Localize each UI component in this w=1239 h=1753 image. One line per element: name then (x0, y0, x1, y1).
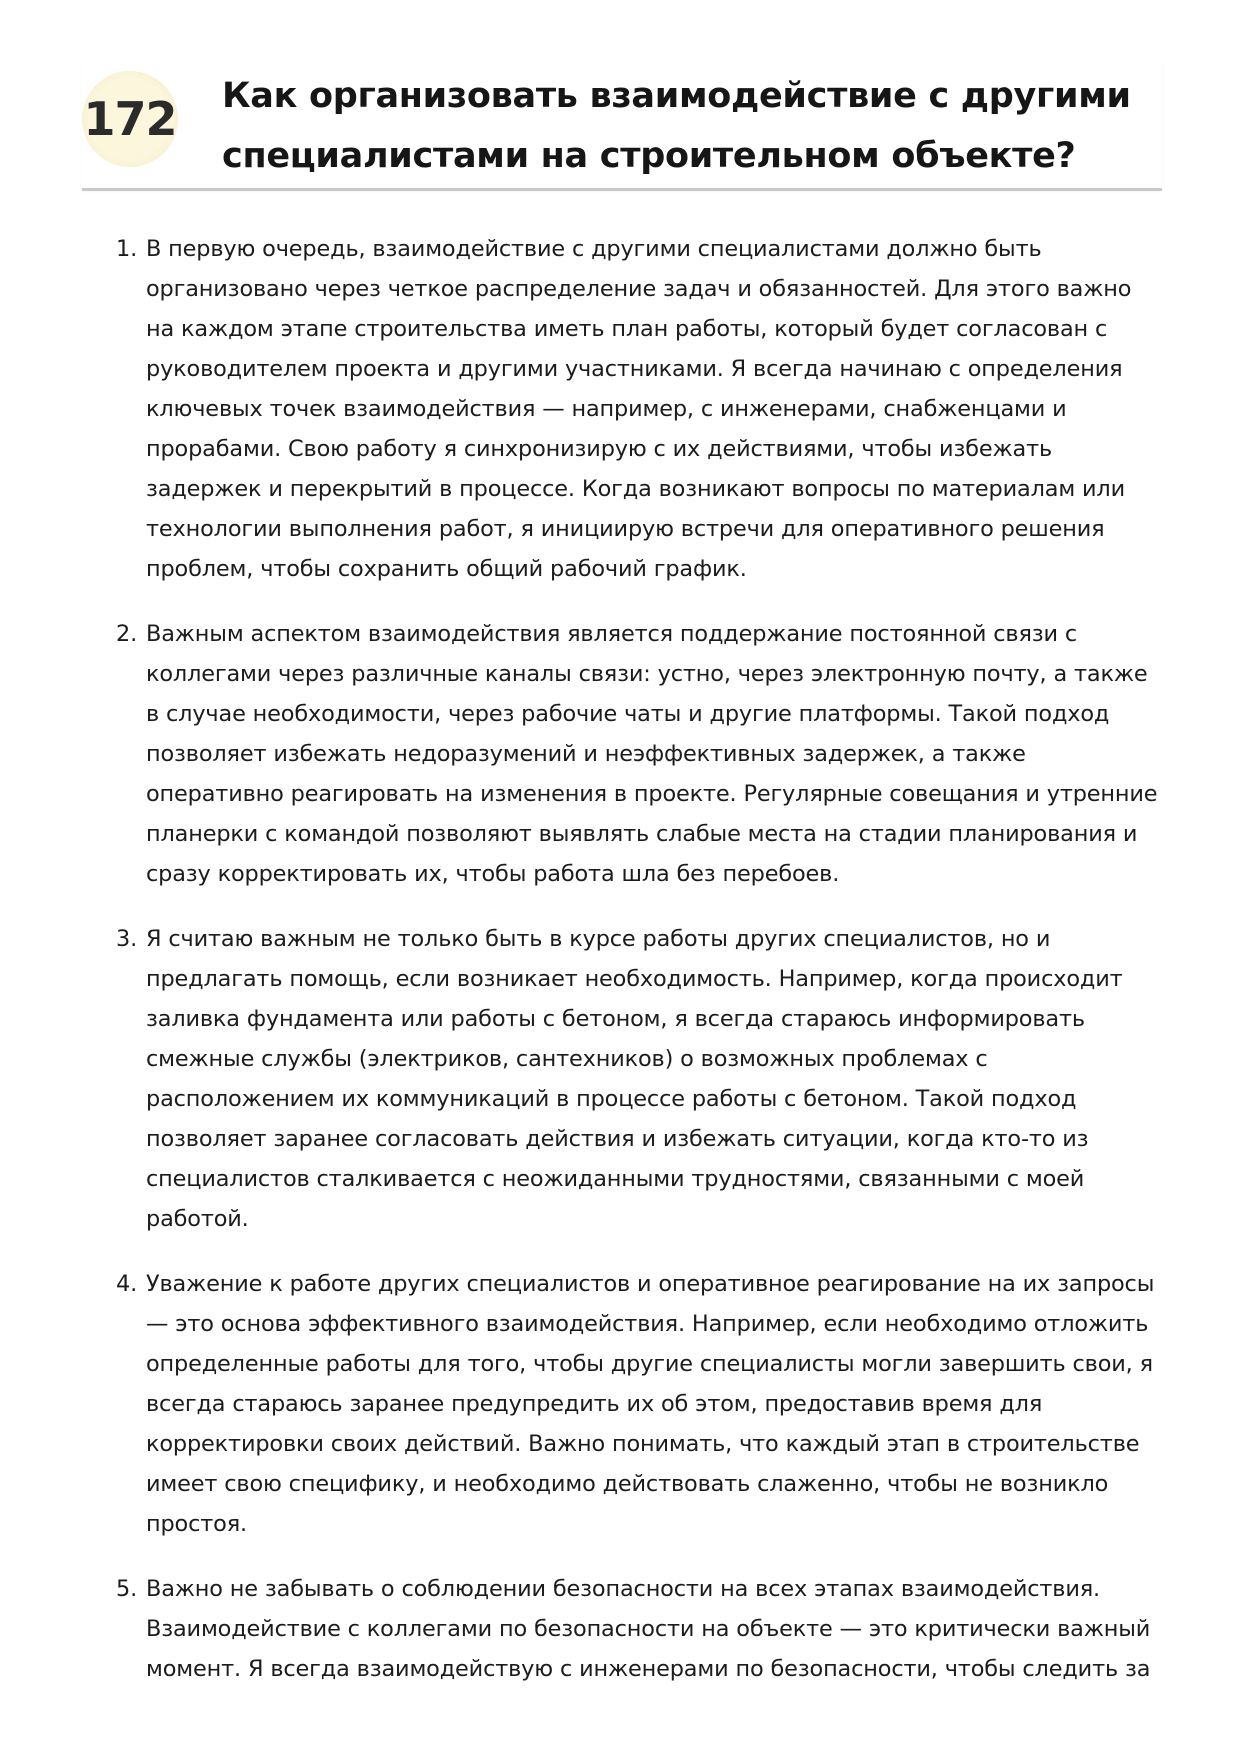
question-number-badge: 172 (82, 71, 178, 167)
list-item (112, 919, 1162, 1239)
list-item-number: 1. (116, 236, 138, 262)
list-item-text: Уважение к работе других специалистов и оперативное реагирование на их запросы — это основа эффективного взаимодействия. Например, если необходимо отложить определенные работы для того, чтобы другие специалисты могли завершить свои, я всегда стараюсь заранее предупредить их об этом, предоставив время для корректировки своих действий. Важно понимать, что каждый этап в строительстве имеет свою специфику, и необходимо действовать слаженно, чтобы не возникло простоя. (146, 1271, 1155, 1537)
list-item-text: Я считаю важным не только быть в курсе работы других специалистов, но и предлагать помощь, если возникает необходимость. Например, когда происходит заливка фундамента или работы с бетоном, я всегда стараюсь информировать смежные службы (электриков, сантехников) о возможных проблемах с расположением их коммуникаций в процессе работы с бетоном. Такой подход позволяет заранее согласовать действия и избежать ситуации, когда кто-то из специалистов сталкивается с неожиданными трудностями, связанными с моей работой. (146, 926, 1123, 1232)
list-item (112, 614, 1162, 894)
list-item-number: 4. (116, 1271, 138, 1297)
list-item (112, 1264, 1162, 1544)
list-item (112, 1569, 1162, 1689)
question-title: Как организовать взаимодействие с другими специалистами на строительном объекте? (222, 76, 1131, 176)
question-header (82, 62, 1162, 191)
list-item-number: 5. (116, 1576, 138, 1602)
answer-content (112, 229, 1162, 1714)
list-item (112, 229, 1162, 589)
list-item-number: 2. (116, 621, 138, 647)
list-item-text: В первую очередь, взаимодействие с другими специалистами должно быть организовано через четкое распределение задач и обязанностей. Для этого важно на каждом этапе строительства иметь план работы, который будет согласован с руководителем проекта и другими участниками. Я всегда начинаю с определения ключевых точек взаимодействия — например, с инженерами, снабженцами и прорабами. Свою работу я синхронизирую с их действиями, чтобы избежать задержек и перекрытий в процессе. Когда возникают вопросы по материалам или технологии выполнения работ, я инициирую встречи для оперативного решения проблем, чтобы сохранить общий рабочий график. (146, 236, 1132, 582)
answer-list (112, 229, 1162, 1689)
list-item-text: Важно не забывать о соблюдении безопасности на всех этапах взаимодействия. Взаимодействие с коллегами по безопасности на объекте — это критически важный момент. Я всегда взаимодействую с инженерами по безопасности, чтобы следить за (146, 1576, 1151, 1682)
list-item-text: Важным аспектом взаимодействия является поддержание постоянной связи с коллегами через различные каналы связи: устно, через электронную почту, а также в случае необходимости, через рабочие чаты и другие платформы. Такой подход позволяет избежать недоразумений и неэффективных задержек, а также оперативно реагировать на изменения в проекте. Регулярные совещания и утренние планерки с командой позволяют выявлять слабые места на стадии планирования и сразу корректировать их, чтобы работа шла без перебоев. (146, 621, 1158, 887)
list-item-number: 3. (116, 926, 138, 952)
